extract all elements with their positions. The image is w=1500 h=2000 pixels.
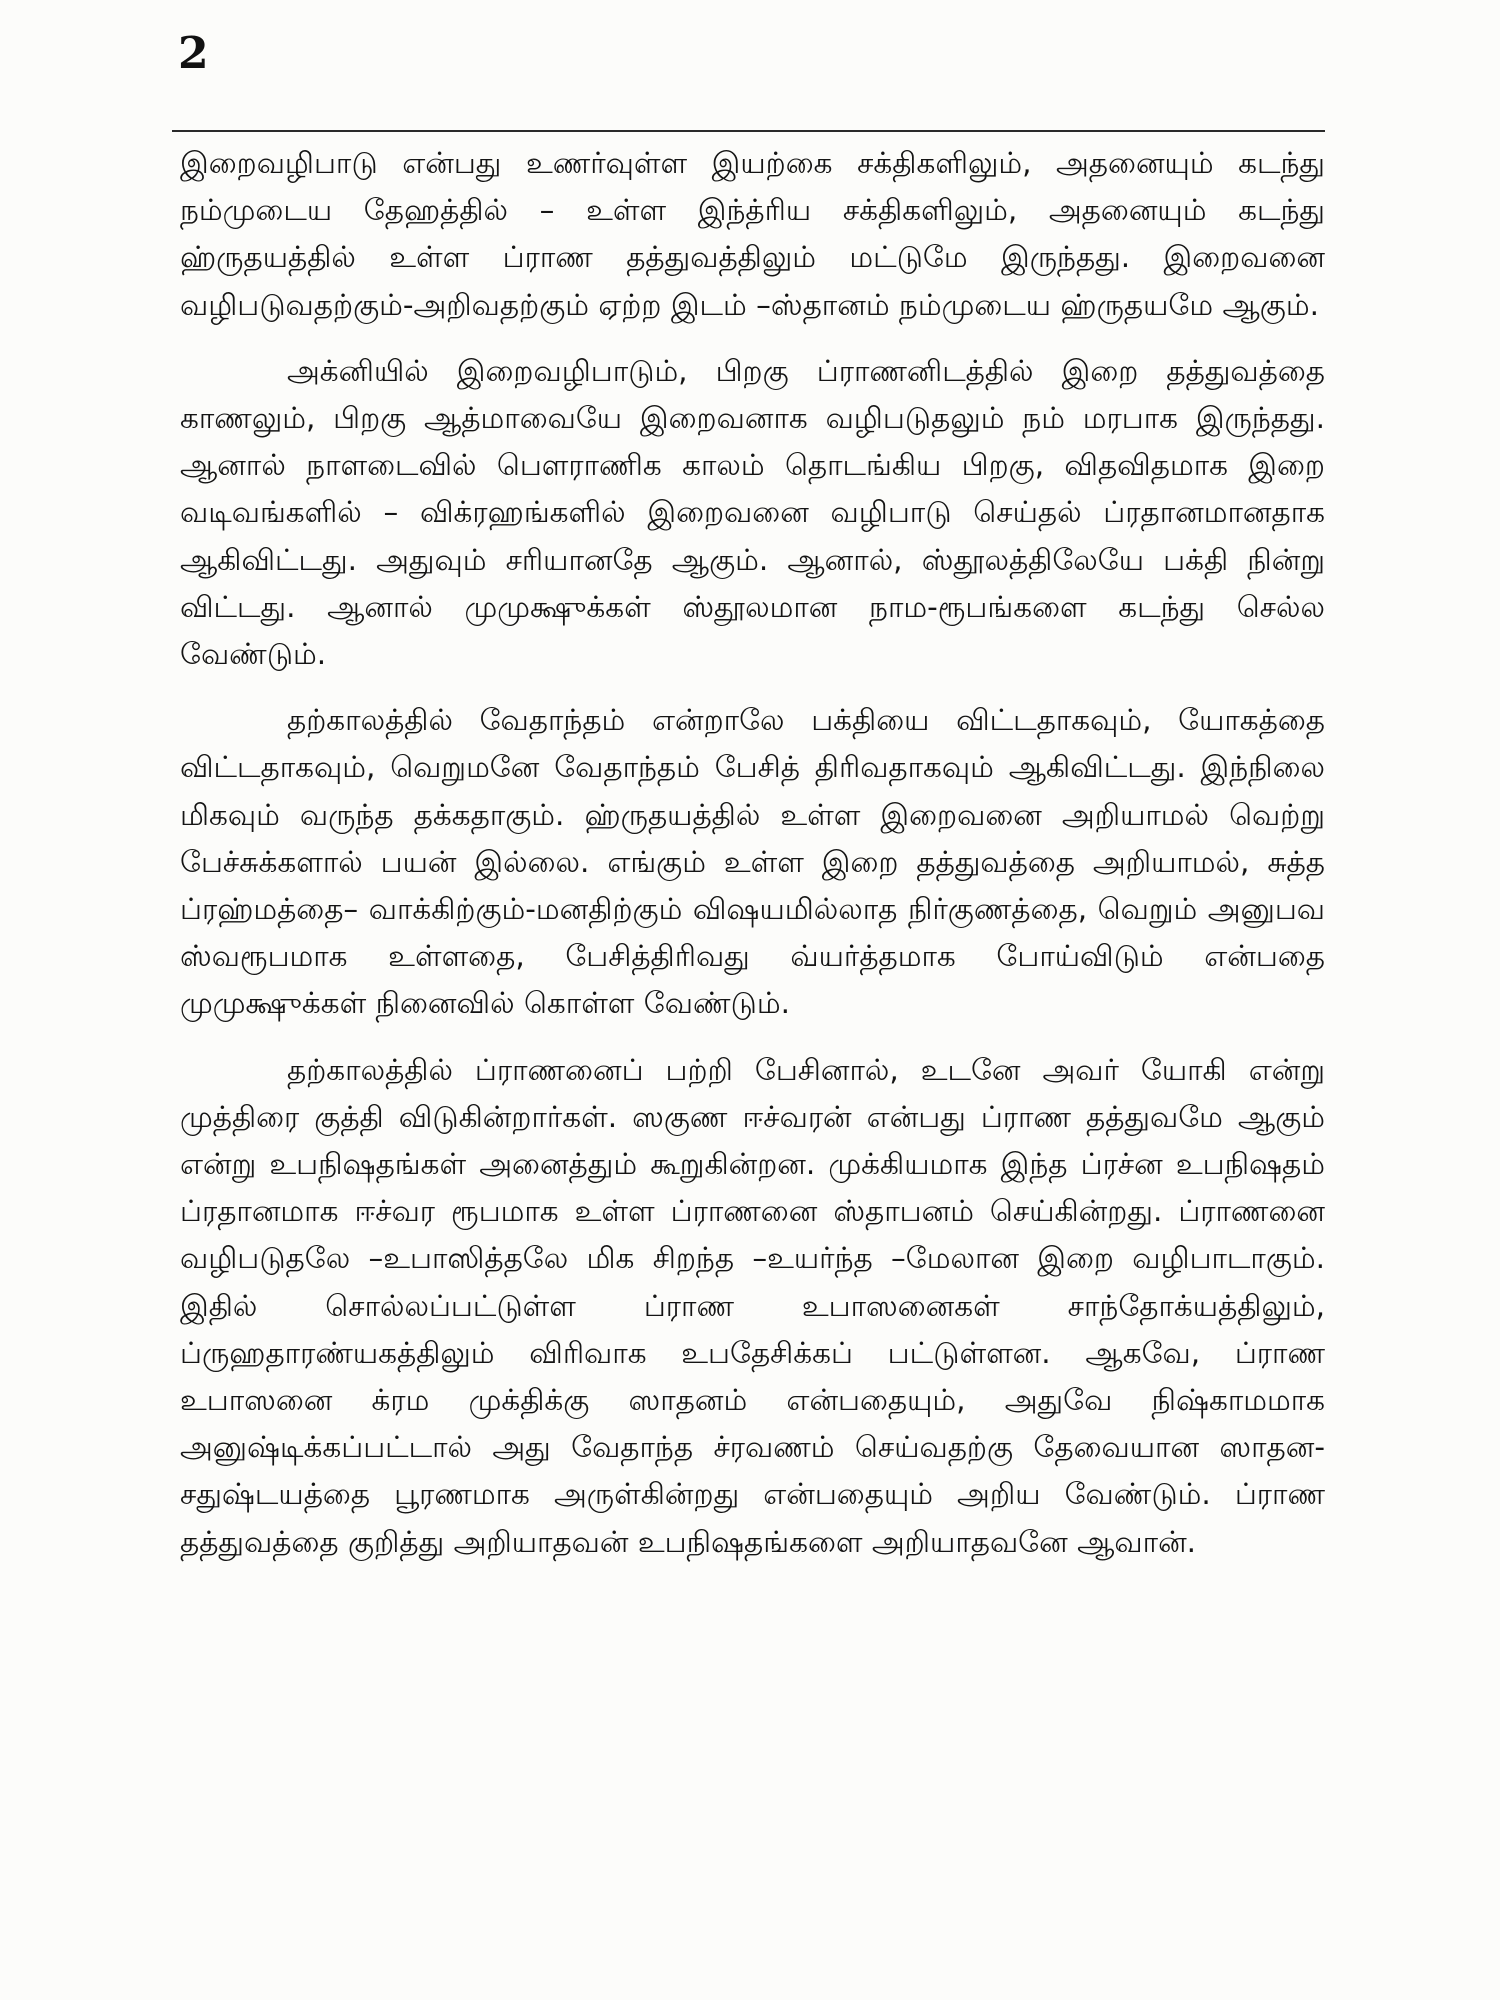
paragraph-1: இறைவழிபாடு என்பது உணர்வுள்ள இயற்கை சக்திகளிலும், அதனையும் கடந்து நம்முடைய தேஹத்தில் – உள்ள இந்த்ரிய சக்திகளிலும், அதனையும் கடந்து ஹ்ருதயத்தில் உள்ள ப்ராண தத்துவத்திலும் மட்டுமே இருந்தது. இறைவனை வழிபடுவதற்கும்-அறிவதற்கும் ஏற்ற இடம் –ஸ்தானம் நம்முடைய ஹ்ருதயமே ஆகும். <box>180 146 1325 322</box>
paragraph-2: அக்னியில் இறைவழிபாடும், பிறகு ப்ராணனிடத்தில் இறை தத்துவத்தை காணலும், பிறகு ஆத்மாவையே இறைவனாக வழிபடுதலும் நம் மரபாக இருந்தது. ஆனால் நாளடைவில் பௌராணிக காலம் தொடங்கிய பிறகு, விதவிதமாக இறை வடிவங்களில் – விக்ரஹங்களில் இறைவனை வழிபாடு செய்தல் ப்ரதானமானதாக ஆகிவிட்டது. அதுவும் சரியானதே ஆகும். ஆனால், ஸ்தூலத்திலேயே பக்தி நின்று விட்டது. ஆனால் முமுக்ஷுக்கள் ஸ்தூலமான நாம-ரூபங்களை கடந்து செல்ல வேண்டும். <box>180 353 1325 672</box>
header-rule <box>172 130 1325 132</box>
body-text <box>180 140 1325 1585</box>
paragraph-3: தற்காலத்தில் வேதாந்தம் என்றாலே பக்தியை விட்டதாகவும், யோகத்தை விட்டதாகவும், வெறுமனே வேதாந்தம் பேசித் திரிவதாகவும் ஆகிவிட்டது. இந்நிலை மிகவும் வருந்த தக்கதாகும். ஹ்ருதயத்தில் உள்ள இறைவனை அறியாமல் வெற்று பேச்சுக்களால் பயன் இல்லை. எங்கும் உள்ள இறை தத்துவத்தை அறியாமல், சுத்த ப்ரஹ்மத்தை– வாக்கிற்கும்-மனதிற்கும் விஷயமில்லாத நிர்குணத்தை, வெறும் அனுபவ ஸ்வரூபமாக உள்ளதை, பேசித்திரிவது வ்யர்த்தமாக போய்விடும் என்பதை முமுக்ஷுக்கள் நினைவில் கொள்ள வேண்டும். <box>180 703 1325 1021</box>
paragraph-4: தற்காலத்தில் ப்ராணனைப் பற்றி பேசினால், உடனே அவர் யோகி என்று முத்திரை குத்தி விடுகின்றார்கள். ஸகுண ஈச்வரன் என்பது ப்ராண தத்துவமே ஆகும் என்று உபநிஷதங்கள் அனைத்தும் கூறுகின்றன. முக்கியமாக இந்த ப்ரச்ன உபநிஷதம் ப்ரதானமாக ஈச்வர ரூபமாக உள்ள ப்ராணனை ஸ்தாபனம் செய்கின்றது. ப்ராணனை வழிபடுதலே –உபாஸித்தலே மிக சிறந்த –உயர்ந்த –மேலான இறை வழிபாடாகும். இதில் சொல்லப்பட்டுள்ள ப்ராண உபாஸனைகள் சாந்தோக்யத்திலும், ப்ருஹதாரண்யகத்திலும் விரிவாக உபதேசிக்கப் பட்டுள்ளன. ஆகவே, ப்ராண உபாஸனை க்ரம முக்திக்கு ஸாதனம் என்பதையும், அதுவே நிஷ்காமமாக அனுஷ்டிக்கப்பட்டால் அது வேதாந்த ச்ரவணம் செய்வதற்கு தேவையான ஸாதன-சதுஷ்டயத்தை பூரணமாக அருள்கின்றது என்பதையும் அறிய வேண்டும். ப்ராண தத்துவத்தை குறித்து அறியாதவன் உபநிஷதங்களை அறியாதவனே ஆவான். <box>180 1052 1325 1559</box>
page-number: 2 <box>178 28 209 79</box>
